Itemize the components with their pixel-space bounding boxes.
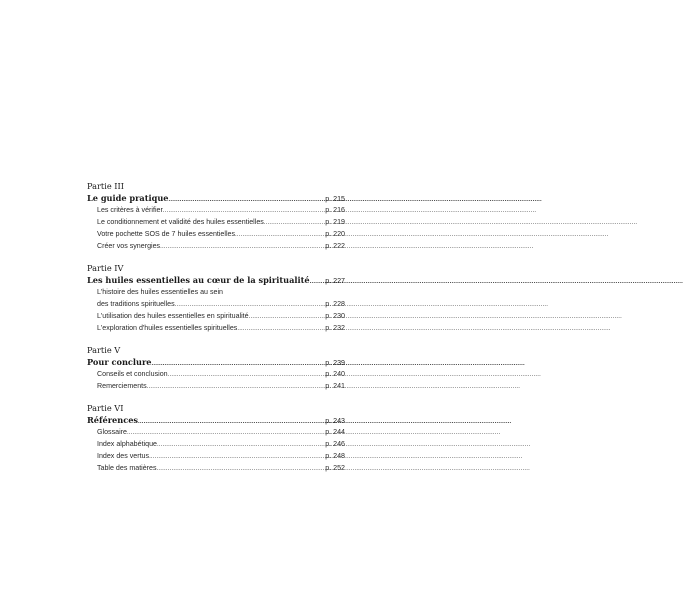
entry-title-line1: L'histoire des huiles essentielles au sein [97, 288, 223, 296]
dot-leader [157, 463, 325, 475]
page-number: p. 228 [325, 300, 345, 308]
page-number: p. 232 [325, 324, 345, 332]
part-label: Partie VI [87, 403, 124, 413]
page-number: p. 243 [325, 417, 345, 425]
dot-leader [147, 381, 325, 393]
toc-entry [87, 450, 345, 462]
part-heading-title: Pour conclure [87, 357, 152, 367]
dot-leader [157, 439, 324, 451]
toc-entry [87, 438, 345, 450]
page-number: p. 230 [325, 312, 345, 320]
page-number: p. 227 [325, 277, 345, 285]
part-heading-title: Références [87, 415, 139, 425]
entry-title: Conseils et conclusion [97, 370, 168, 378]
toc-entry [87, 228, 345, 240]
toc-entry [87, 310, 345, 322]
entry-title: Créer vos synergies [97, 242, 161, 250]
part-label: Partie III [87, 181, 124, 191]
part-label: Partie V [87, 345, 121, 355]
toc-entry [87, 298, 345, 310]
page-number: p. 215 [325, 195, 345, 203]
dot-leader [237, 323, 324, 335]
part-label: Partie IV [87, 263, 124, 273]
entry-title: Le conditionnement et validité des huiles essentielles [97, 218, 264, 226]
toc-entry [87, 204, 345, 216]
toc-entry [87, 380, 345, 392]
dot-leader [235, 229, 324, 241]
part-heading-row [87, 414, 345, 426]
page-number: p. 219 [325, 218, 345, 226]
entry-title: Index des vertus [97, 452, 150, 460]
part-iii [87, 180, 345, 252]
page-number: p. 239 [325, 359, 345, 367]
page-number: p. 216 [325, 206, 345, 214]
toc-entry-first-line [87, 286, 345, 298]
entry-title: L'exploration d'huiles essentielles spirituelles [97, 324, 238, 332]
page-number: p. 244 [325, 428, 345, 436]
part-heading-row [87, 356, 345, 368]
dot-leader [168, 369, 325, 381]
part-heading-row [87, 192, 345, 204]
entry-title: Remerciements [97, 382, 147, 390]
page-number: p. 252 [325, 464, 345, 472]
entry-title: Les critères à vérifier [97, 206, 163, 214]
entry-title: L'utilisation des huiles essentielles en spiritualité [97, 312, 249, 320]
entry-title: Votre pochette SOS de 7 huiles essentielles [97, 230, 236, 238]
part-iv [87, 262, 345, 334]
page-number: p. 248 [325, 452, 345, 460]
part-v [87, 344, 345, 392]
toc-entry [87, 462, 345, 474]
toc-entry [87, 426, 345, 438]
dot-leader [310, 276, 325, 288]
entry-title: Glossaire [97, 428, 127, 436]
page-number: p. 240 [325, 370, 345, 378]
part-vi [87, 402, 345, 474]
page-number: p. 241 [325, 382, 345, 390]
entry-title: des traditions spirituelles [97, 300, 175, 308]
toc-entry [87, 216, 345, 228]
dot-leader [149, 451, 324, 463]
entry-title: Index alphabétique [97, 440, 157, 448]
table-of-contents [87, 180, 345, 484]
toc-entry [87, 240, 345, 252]
part-heading-row [87, 274, 345, 286]
part-heading-title: Le guide pratique [87, 193, 169, 203]
dot-leader [160, 241, 324, 253]
toc-entry [87, 368, 345, 380]
page-number: p. 220 [325, 230, 345, 238]
page-number: p. 222 [325, 242, 345, 250]
dot-leader [249, 311, 325, 323]
toc-entry [87, 322, 345, 334]
page-number: p. 246 [325, 440, 345, 448]
dot-leader [264, 217, 324, 229]
entry-title: Table des matières [97, 464, 157, 472]
part-heading-title: Les huiles essentielles au cœur de la spiritualité [87, 275, 310, 285]
